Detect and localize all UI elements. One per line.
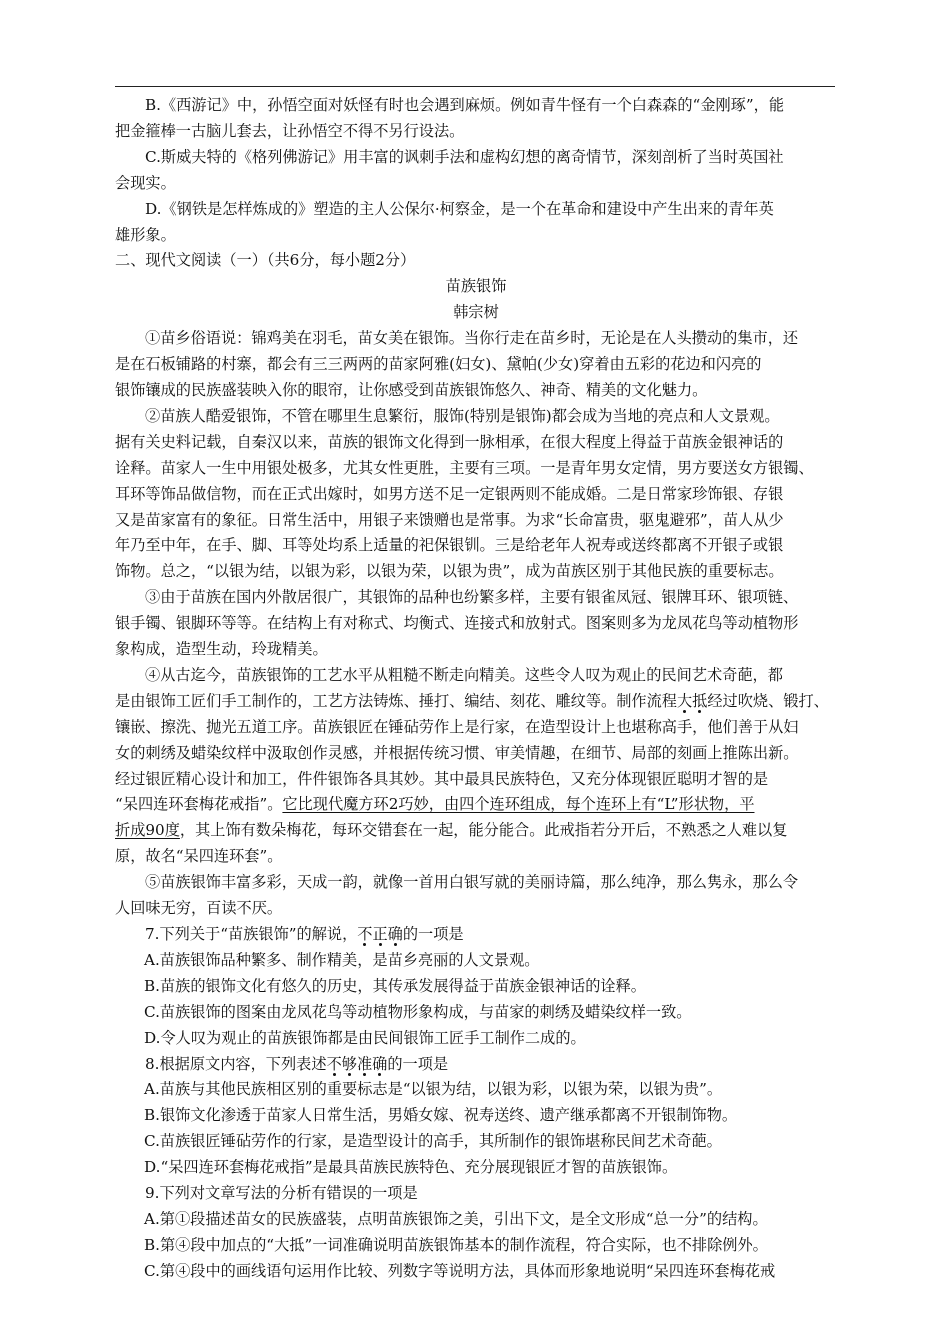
option-b-line-2: 把金箍棒一古脑儿套去，让孙悟空不得不另行设法。: [115, 121, 465, 140]
emphasis-dot-char: 正: [372, 925, 388, 943]
paragraph-2-line: 饰物。总之，“以银为结，以银为彩，以银为荣，以银为贵”，成为苗族区别于其他民族的重要标志。: [115, 562, 784, 581]
paragraph-4-line: [115, 792, 837, 818]
option-b-line-1: B.《西游记》中，孙悟空面对妖怪有时也会遇到麻烦。例如青牛怪有一个白森森的“金刚琢”，能: [145, 96, 785, 114]
option-c-line-2: 会现实。: [115, 173, 176, 192]
emphasis-dot-char: 确: [372, 1054, 388, 1073]
emphasis-dot-char: 不: [357, 925, 373, 943]
question-8-option-d: D.“呆四连环套梅花戒指”是最具苗族民族特色、充分展现银匠才智的苗族银饰。: [144, 1158, 678, 1177]
text-run: 经过吹烧、锻打、: [707, 691, 829, 710]
article-title: 苗族银饰: [445, 277, 507, 296]
question-8-option-c: C.苗族银匠锤砧劳作的行家，是造型设计的高手，其所制作的银饰堪称民间艺术奇葩。: [144, 1132, 722, 1151]
emphasis-dot-char: 抵: [692, 691, 708, 710]
question-7-stem: [115, 922, 837, 948]
option-d-line-1: D.《钢铁是怎样炼成的》塑造的主人公保尔·柯察金，是一个在革命和建设中产生出来的青年英: [145, 199, 774, 218]
text-run: 的一项是: [402, 925, 464, 943]
text-run: “呆四连环套梅花戒指”。: [115, 795, 283, 814]
paragraph-2-line: 又是苗家富有的象征。日常生活中，用银子来馈赠也是常事。为求“长命富贵，驱鬼避邪”，苗人从少: [115, 510, 784, 529]
option-d-line-2: 雄形象。: [115, 225, 176, 244]
paragraph-2-line: 诠释。苗家人一生中用银处极多，尤其女性更胜，主要有三项。一是青年男女定情，男方要送女方银镯、: [115, 458, 814, 477]
paragraph-2-line: 年乃至中年，在手、脚、耳等处均系上适量的祀保银钏。三是给老年人祝寿或送终都离不开银子或银: [115, 536, 784, 555]
section-heading: 二、现代文阅读（一）（共6分，每小题2分）: [115, 251, 416, 270]
header-rule: [115, 86, 835, 87]
text-run: 是由银饰工匠们手工制作的，工艺方法铸炼、捶打、编结、刻花、雕纹等。制作流程: [115, 691, 677, 710]
article-author: 韩宗树: [453, 303, 499, 322]
underlined-sentence: 它比现代魔方环2巧妙，由四个连环组成，每个连环上有“L”形状物，平: [282, 795, 755, 814]
question-8-option-a: A.苗族与其他民族相区别的重要标志是“以银为结，以银为彩，以银为荣，以银为贵”。: [144, 1080, 723, 1099]
emphasis-dot-char: 确: [387, 925, 403, 943]
paragraph-2-line: 据有关史料记载，自秦汉以来，苗族的银饰文化得到一脉相承，在很大程度上得益于苗族金银神话的: [115, 432, 784, 451]
paragraph-5-line: ⑤苗族银饰丰富多彩，天成一韵，就像一首用白银写就的美丽诗篇，那么纯净，那么隽永，那么令: [145, 873, 799, 892]
paragraph-4-line: 女的刺绣及蜡染纹样中汲取创作灵感，并根据传统习惯、审美情趣，在细节、局部的刻画上推陈出新。: [115, 743, 799, 762]
question-9-option-a: A.第①段描述苗女的民族盛装，点明苗族银饰之美，引出下文，是全文形成“总一分”的结构。: [144, 1209, 768, 1228]
emphasis-dot-char: 准: [356, 1054, 373, 1073]
paragraph-4-line: 原，故名“呆四连环套”。: [115, 847, 283, 866]
paragraph-4-line: [115, 689, 837, 715]
paragraph-1-line: 是在石板铺路的村寨，都会有三三两两的苗家阿雅(妇女)、黛帕(少女)穿着由五彩的花边和闪亮的: [115, 355, 762, 374]
underlined-sentence: 折成90度: [115, 821, 180, 840]
paragraph-3-line: 银手镯、银脚环等等。在结构上有对称式、均衡式、连接式和放射式。图案则多为龙凤花鸟等动植物形: [115, 614, 799, 633]
question-7-option-c: C.苗族银饰的图案由龙凤花鸟等动植物形象构成，与苗家的刺绣及蜡染纹样一致。: [144, 1002, 692, 1021]
paragraph-4-line: ④从古迄今，苗族银饰的工艺水平从粗糙不断走向精美。这些令人叹为观止的民间艺术奇葩，都: [145, 665, 783, 684]
paragraph-4-line: 经过银匠精心设计和加工，件件银饰各具其妙。其中最具民族特色，又充分体现银匠聪明才智的是: [115, 769, 769, 788]
paragraph-3-line: 象构成，造型生动，玲珑精美。: [115, 640, 328, 659]
emphasis-dot-char: 够: [341, 1054, 357, 1073]
text-run: 的一项是: [387, 1054, 449, 1073]
paragraph-3-line: ③由于苗族在国内外散居很广，其银饰的品种也纷繁多样，主要有银雀凤冠、银牌耳环、银项链、: [145, 588, 799, 607]
paragraph-2-line: ②苗族人酷爱银饰，不管在哪里生息繁衍，服饰(特别是银饰)都会成为当地的亮点和人文景观。: [145, 406, 780, 425]
question-9-option-b: B.第④段中加点的“大抵”一词准确说明苗族银饰基本的制作流程，符合实际，也不排除例外。: [144, 1235, 768, 1254]
question-7-option-d: D.令人叹为观止的苗族银饰都是由民间银饰工匠手工制作二成的。: [144, 1028, 586, 1047]
paragraph-1-line: ①苗乡俗语说：锦鸡美在羽毛，苗女美在银饰。当你行走在苗乡时，无论是在人头攒动的集市，还: [145, 329, 799, 348]
text-run: ，其上饰有数朵梅花，每环交错套在一起，能分能合。此戒指若分开后，不熟悉之人难以复: [179, 821, 788, 840]
exam-content: [115, 93, 837, 1285]
question-8-option-b: B.银饰文化渗透于苗家人日常生活，男婚女嫁、祝寿送终、遗产继承都离不开银制饰物。: [144, 1106, 738, 1125]
emphasis-dot-char: 不: [326, 1054, 342, 1073]
paragraph-4-line: [115, 818, 837, 844]
paragraph-1-line: 银饰镶成的民族盛装映入你的眼帘，让你感受到苗族银饰悠久、神奇、精美的文化魅力。: [115, 380, 708, 399]
paragraph-4-line: 镶嵌、擦洗、抛光五道工序。苗族银匠在锤砧劳作上是行家，在造型设计上也堪称高手，他们善于从妇: [115, 717, 799, 736]
paragraph-5-line: 人回味无穷，百读不厌。: [115, 899, 283, 918]
emphasis-dot-char: 大: [676, 691, 693, 710]
question-9-option-c: C.第④段中的画线语句运用作比较、列数字等说明方法，具体而形象地说明“呆四连环套梅花戒: [144, 1261, 776, 1280]
question-9-stem: 9.下列对文章写法的分析有错误的一项是: [145, 1184, 418, 1203]
paragraph-2-line: 耳环等饰品做信物，而在正式出嫁时，如男方送不足一定银两则不能成婚。二是日常家珍饰银、存银: [115, 484, 784, 503]
text-run: 8.根据原文内容，下列表述: [145, 1054, 327, 1073]
question-8-stem: [115, 1052, 837, 1078]
option-c-line-1: C.斯威夫特的《格列佛游记》用丰富的讽刺手法和虚构幻想的离奇情节，深刻剖析了当时英国社: [145, 147, 784, 166]
question-7-option-b: B.苗族的银饰文化有悠久的历史，其传承发展得益于苗族金银神话的诠释。: [144, 976, 646, 995]
question-7-option-a: A.苗族银饰品种繁多、制作精美，是苗乡亮丽的人文景观。: [144, 950, 540, 969]
text-run: 7.下列关于“苗族银饰”的解说，: [145, 925, 358, 943]
